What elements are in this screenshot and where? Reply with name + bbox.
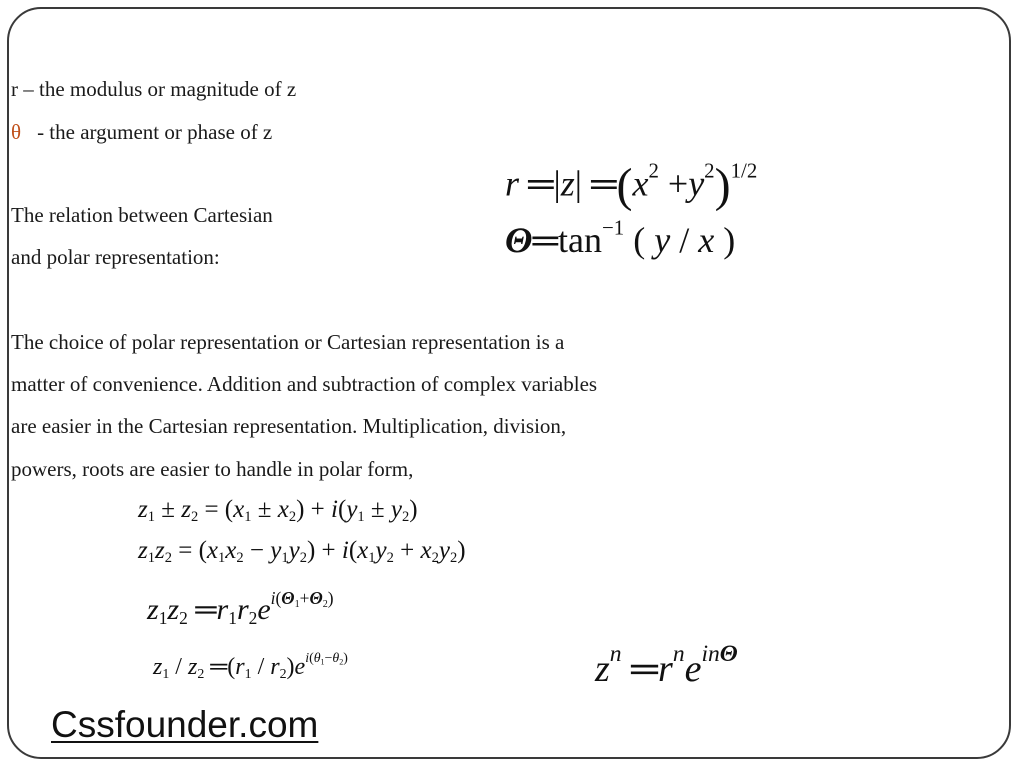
- modulus-equation: r ═|z| $═(x^2 +y^2)^{1/2}$: [505, 158, 758, 212]
- polar-multiplication-equation: $z_1z_2$ $═r_1r_2e^{i(\Theta_1+\Theta_2)}$: [147, 588, 334, 628]
- argument-label: - the argument or phase of z: [37, 120, 273, 144]
- brand-link[interactable]: Cssfounder.com: [51, 704, 319, 745]
- paragraph-line3: are easier in the Cartesian representation. Multiplication, division,: [11, 414, 567, 438]
- argument-equation: $\Theta═\tan^{-1}$ ( y / x ): [505, 215, 736, 260]
- paragraph-line2: matter of convenience. Addition and subtraction of complex variables: [11, 372, 598, 396]
- paragraph-line1: The choice of polar representation or Cartesian representation is a: [11, 330, 565, 354]
- polar-power-equation: $z^n$ $═r^ne^{in\Theta}$: [595, 640, 738, 690]
- addition-equation: $z_1 \pm z_2 = (x_1 \pm x_2) + i(y_1 \pm y_2)$: [138, 496, 418, 526]
- argument-definition: [11, 122, 272, 143]
- theta-symbol: θ: [11, 120, 22, 144]
- relation-heading-line1: The relation between Cartesian: [11, 203, 273, 227]
- polar-division-equation: $z_1 / z_2$ $═(r_1 / r_2)e^{i(\theta_1-\theta_2)}$: [153, 651, 348, 682]
- cartesian-multiplication-equation: $z_1z_2 = (x_1x_2 - y_1y_2) + i(x_1y_2 + x_2y_2)$: [138, 537, 466, 567]
- paragraph-line4: powers, roots are easier to handle in polar form,: [11, 457, 414, 481]
- relation-heading-line2: and polar representation:: [11, 245, 220, 269]
- modulus-definition: r – the modulus or magnitude of z: [11, 77, 297, 101]
